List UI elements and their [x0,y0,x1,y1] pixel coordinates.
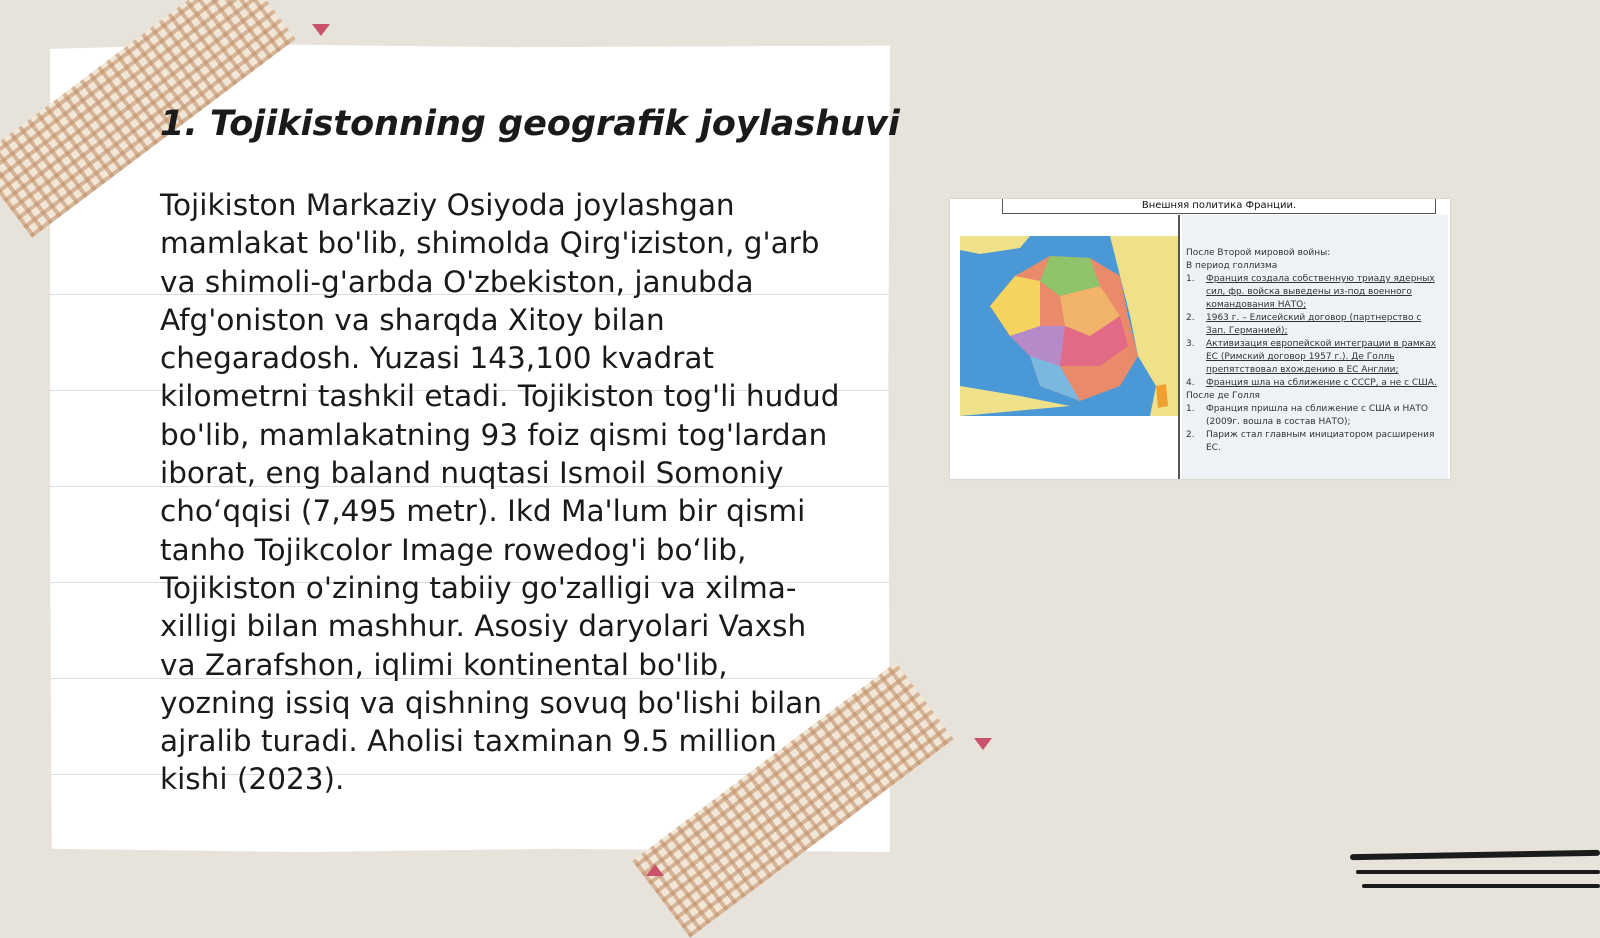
thumbnail-list-item [1186,429,1444,455]
thumbnail-list-item [1186,312,1444,338]
thumbnail-item-number: 1. [1186,404,1195,414]
thumbnail-item-number: 3. [1186,339,1195,349]
thumbnail-item-number: 1. [1186,274,1195,284]
thumbnail-header: Внешняя политика Франции. [1002,199,1436,214]
thumbnail-section-title: После де Голля [1186,391,1260,401]
thumbnail-item-text: 1963 г. – Елисейский договор (партнерство с Зап. Германией); [1206,313,1422,336]
thumbnail-section-subtitle: В период голлизма [1186,261,1278,271]
embedded-slide-image [950,199,1450,479]
thumbnail-item-text: Франция создала собственную триаду ядерных сил, фр. войска выведены из-под военного командования НАТО; [1206,274,1435,310]
tape-notch [312,24,330,36]
tape-notch [646,864,664,876]
thumbnail-divider [1178,215,1180,479]
thumbnail-list-item [1186,403,1444,429]
thumbnail-item-number: 2. [1186,313,1195,323]
tape-notch [974,738,992,750]
thumbnail-list-item [1186,338,1444,377]
brush-stroke [1362,884,1600,888]
thumbnail-text-panel [1182,215,1448,479]
brush-stroke [1350,850,1600,860]
thumbnail-item-text: Франция шла на сближение с СССР, а не с США. [1206,378,1437,388]
slide-title: 1. Tojikistonning geografik joylashuvi [160,104,900,144]
map-icon [960,236,1178,416]
thumbnail-item-number: 4. [1186,378,1195,388]
thumbnail-item-text: Париж стал главным инициатором расширения ЕС. [1206,430,1435,453]
thumbnail-item-text: Франция пришла на сближение с США и НАТО (2009г. вошла в состав НАТО); [1206,404,1429,427]
brush-stroke [1356,870,1600,874]
thumbnail-list-item [1186,377,1444,390]
thumbnail-item-text: Активизация европейской интеграции в рамках ЕС (Римский договор 1957 г.). Де Голль препятствовал вхождению в ЕС Англии; [1206,339,1436,375]
slide-paragraph: Tojikiston Markaziy Osiyoda joylashgan mamlakat bo'lib, shimolda Qirg'iziston, g'arb va shimoli-g'arbda O'zbekiston, janubda Afg'oniston va sharqda Xitoy bilan chegaradosh. Yuzasi 143,100 kvadrat kilometrni tashkil etadi. Tojikiston tog'li hudud bo'lib, mamlakatning 93 foiz qismi tog'lardan iborat, eng baland nuqtasi Ismoil Somoniy cho‘qqisi (7,495 metr). Ikd Ma'lum bir qismi tanho Tojikcolor Image rowedog'i bo‘lib, Tojikiston o'zining tabiiy go'zalligi va xilma-xilligi bilan mashhur. Asosiy daryolari Vaxsh va Zarafshon, iqlimi kontinental bo'lib, yozning issiq va qishning sovuq bo'lishi bilan ajralib turadi. Aholisi taxminan 9.5 million kishi (2023). [160,188,840,797]
france-map-image [960,236,1178,416]
thumbnail-list-item [1186,273,1444,312]
thumbnail-item-number: 2. [1186,430,1195,440]
thumbnail-section-title: После Второй мировой войны: [1186,248,1331,258]
